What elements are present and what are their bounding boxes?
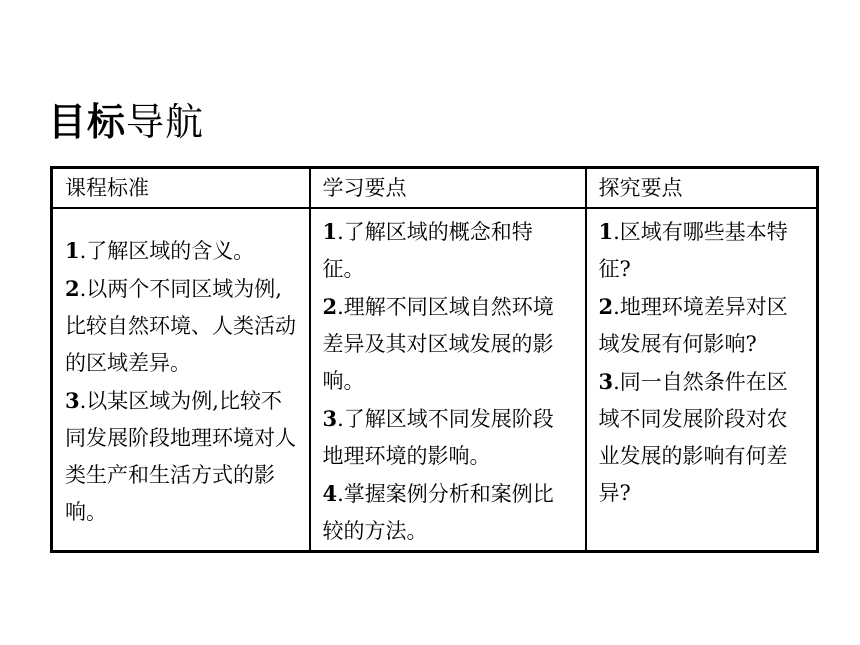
list-item: 3.以某区域为例,比较不同发展阶段地理环境对人类生产和生活方式的影响。 [65,388,296,524]
header-curriculum-standard: 课程标准 [52,168,310,209]
list-item: 1.了解区域的概念和特征。 [322,219,533,281]
table-row [52,208,818,552]
list-item: 2.地理环境差异对区域发展有何影响? [598,294,788,356]
learning-points-cell [310,208,586,552]
page-title-normal: 导航 [126,100,205,144]
list-item: 3.了解区域不同发展阶段地理环境的影响。 [322,406,554,468]
list-item: 1.区域有哪些基本特征? [598,219,788,281]
page-title [48,96,204,148]
curriculum-standard-cell [52,208,310,552]
list-item: 3.同一自然条件在区域不同发展阶段对农业发展的影响有何差异? [598,369,788,505]
list-item: 2.理解不同区域自然环境差异及其对区域发展的影响。 [322,294,554,393]
list-item: 4.掌握案例分析和案例比较的方法。 [322,481,554,543]
goals-table [50,166,819,553]
inquiry-points-cell [586,208,818,552]
list-item: 2.以两个不同区域为例,比较自然环境、人类活动的区域差异。 [65,276,296,375]
table-header-row [52,168,818,209]
header-learning-points: 学习要点 [310,168,586,209]
header-inquiry-points: 探究要点 [586,168,818,209]
list-item: 1.了解区域的含义。 [65,238,255,263]
page-title-bold: 目标 [48,100,127,144]
